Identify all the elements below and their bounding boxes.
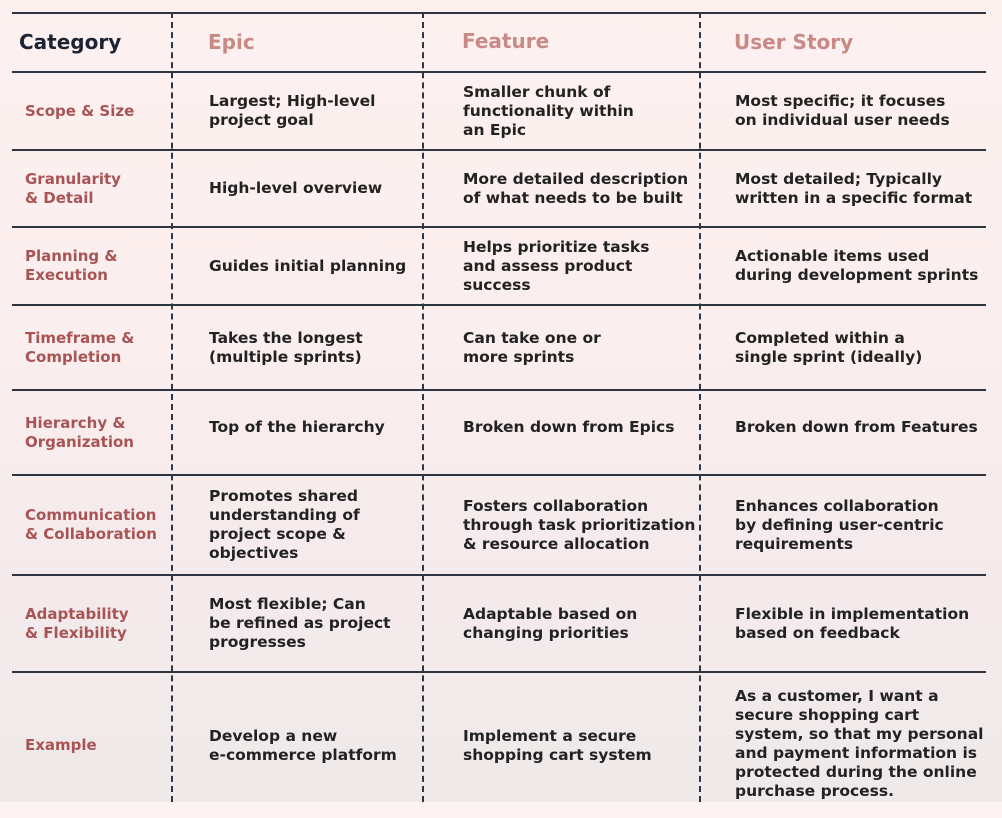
- epic-cell: Develop a new e-commerce platform: [209, 726, 397, 764]
- category-cell: Timeframe & Completion: [25, 328, 135, 366]
- category-cell: Communication & Collaboration: [25, 506, 157, 543]
- feature-cell: Smaller chunk of functionality within an Epic: [463, 82, 634, 139]
- user-story-cell: Actionable items used during development sprints: [735, 247, 979, 284]
- epic-cell: Most flexible; Can be refined as project progresses: [209, 595, 391, 651]
- epic-cell: Top of the hierarchy: [209, 418, 385, 436]
- feature-cell: More detailed description of what needs to be built: [463, 169, 689, 207]
- epic-cell: Takes the longest (multiple sprints): [209, 328, 363, 366]
- feature-cell: Implement a secure shopping cart system: [463, 726, 652, 764]
- user-story-cell: Broken down from Features: [735, 418, 978, 436]
- feature-cell: Broken down from Epics: [463, 418, 675, 436]
- user-story-cell: Completed within a single sprint (ideally): [735, 328, 923, 366]
- epic-cell: Guides initial planning: [209, 256, 407, 275]
- user-story-cell: Enhances collaboration by defining user-centric requirements: [735, 496, 944, 553]
- user-story-cell: Most detailed; Typically written in a specific format: [735, 169, 973, 207]
- column-divider: [171, 12, 173, 802]
- feature-cell: Adaptable based on changing priorities: [463, 604, 638, 642]
- epic-cell: High-level overview: [209, 179, 383, 197]
- user-story-cell: As a customer, I want a secure shopping cart system, so that my personal and payment information is protected during the online purchase process.: [735, 687, 984, 800]
- column-divider: [422, 12, 424, 802]
- category-cell: Scope & Size: [25, 101, 135, 120]
- category-cell: Granularity & Detail: [25, 169, 121, 207]
- category-cell: Planning & Execution: [25, 247, 118, 284]
- user-story-cell: Flexible in implementation based on feedback: [735, 604, 970, 642]
- header-category: Category: [19, 30, 122, 54]
- header-epic: Epic: [208, 30, 255, 54]
- feature-cell: Can take one or more sprints: [463, 328, 601, 366]
- epic-cell: Promotes shared understanding of project scope & objectives: [209, 487, 360, 562]
- header-feature: Feature: [462, 29, 550, 53]
- column-divider: [699, 12, 701, 802]
- epic-cell: Largest; High-level project goal: [209, 92, 376, 129]
- category-cell: Hierarchy & Organization: [25, 413, 134, 451]
- header-user-story: User Story: [734, 30, 854, 54]
- feature-cell: Fosters collaboration through task prioritization & resource allocation: [463, 496, 696, 553]
- feature-cell: Helps prioritize tasks and assess product success: [463, 237, 650, 294]
- category-cell: Example: [25, 736, 97, 754]
- user-story-cell: Most specific; it focuses on individual user needs: [735, 92, 950, 129]
- category-cell: Adaptability & Flexibility: [25, 604, 129, 642]
